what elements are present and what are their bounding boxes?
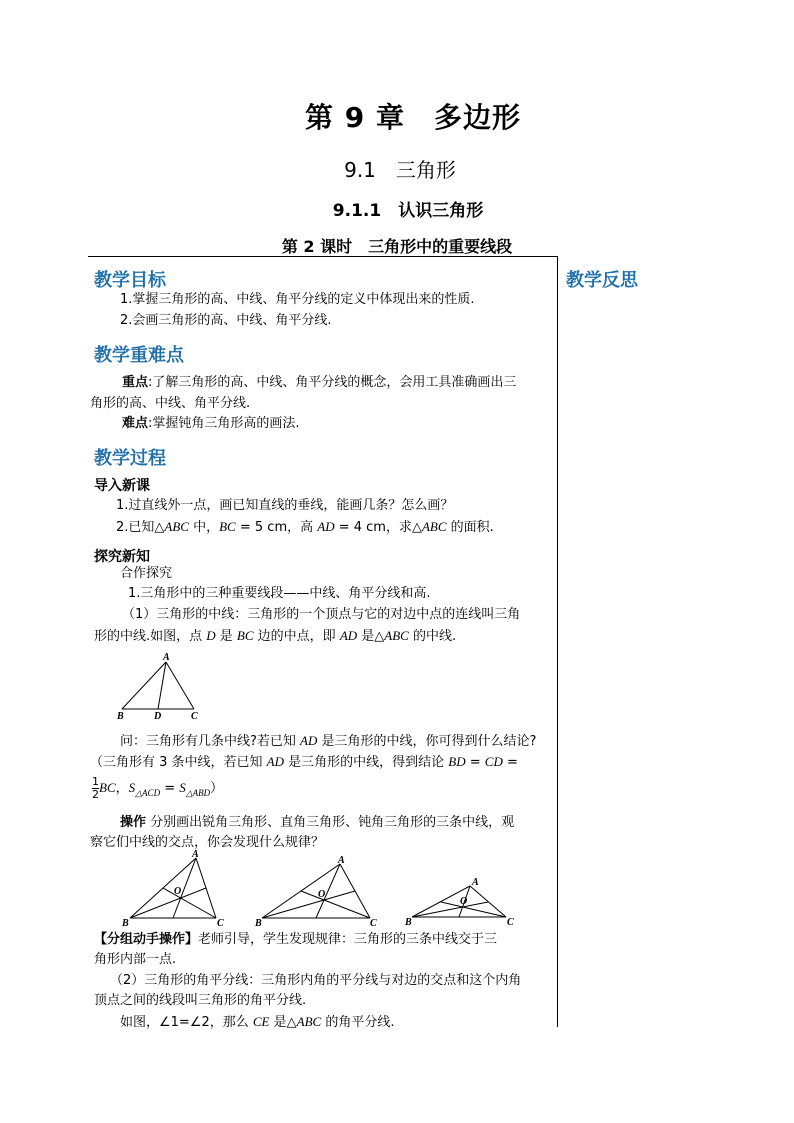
median-line [262,891,355,918]
key-point-text [90,373,550,393]
subsection-title: 9.1.1 认识三角形 [332,201,484,221]
point-1: 1.三角形中的三种重要线段——中线、角平分线和高. [128,586,431,601]
math-var: ABC [384,628,409,643]
vertex-label: A [472,877,479,888]
text-run: 边的中点，即 [253,629,340,644]
vertex-label: C [370,918,377,929]
median-answer-formula [92,776,223,804]
math-var: CE [252,1014,270,1029]
difficult-text: :掌握钝角三角形高的画法. [148,416,300,431]
triangle-side-ac [166,662,194,709]
centroid-label: O [460,896,468,907]
text-run: ） [210,781,224,796]
reflection-heading: 教学反思 [566,270,638,291]
math-var: AD [317,519,335,534]
math-var: BD [448,754,466,769]
median-line [301,891,370,918]
intro-question-2 [116,517,494,538]
table-top-border [88,256,557,257]
math-var: D [206,628,216,643]
text-run: （三角形有 3 条中线，若已知 [90,755,267,770]
text-run: 分别画出锐角三角形、直角三角形、钝角三角形的三条中线，观 [146,815,515,830]
key-points-heading: 教学重难点 [94,345,184,366]
acute-triangle-figure [118,848,238,930]
text-run: 问：三角形有几条中线?若已知 [120,734,301,749]
fraction-numerator: 1 [92,775,99,788]
text-run: 的中线. [408,629,457,644]
bisector-example [120,1012,394,1033]
median-line [163,888,216,918]
median-answer [90,752,556,773]
math-var: S [179,780,186,795]
math-var: S [128,780,136,795]
text-run: 的角平分线. [321,1015,395,1030]
chapter-title: 第 9 章 多边形 [305,101,521,134]
operation-line-2: 察它们中线的交点，你会发现什么规律？ [90,835,325,850]
vertex-label: B [255,918,262,929]
objective-item: 1.掌握三角形的高、中线、角平分线的定义中体现出来的性质. [120,292,475,307]
vertex-label: B [405,917,412,928]
text-run: 是 [215,629,237,644]
vertex-label: D [154,711,162,722]
process-heading: 教学过程 [94,448,166,469]
objectives-heading: 教学目标 [94,270,166,291]
section-title: 9.1 三角形 [344,158,456,182]
text-run: 是三角形的中线，你可得到什么结论? [317,734,537,749]
math-var: AD [300,733,318,748]
vertex-label: C [191,711,198,722]
group-label: 【分组动手操作】 [94,932,199,947]
cooperative-label: 合作探究 [120,566,173,581]
obtuse-triangle-figure [402,872,522,930]
lesson-title: 第 2 课时 三角形中的重要线段 [281,237,513,256]
vertex-label: A [338,855,345,866]
text-run: 2.已知△ [116,520,165,535]
subscript: △ABD [185,787,211,798]
difficult-label: 难点 [122,416,149,431]
math-var: BC [219,519,236,534]
centroid-label: O [318,889,326,900]
text-run: 是三角形的中线，得到结论 [284,755,449,770]
math-var: BC [236,628,254,643]
text-run: = 4 cm，求△ [334,520,422,535]
subscript: △ACD [135,787,161,798]
median-triangle-figure [112,652,212,722]
median-line [130,888,206,918]
math-var: AD [339,628,358,643]
group-operation-line-1 [94,930,556,950]
fraction-denominator: 2 [92,788,99,801]
difficult-point-text [90,414,550,434]
math-var: CD [484,754,503,769]
intro-question-1: 1.过直线外一点，画已知直线的垂线，能画几条？怎么画？ [116,498,454,513]
text-run: = [465,755,485,770]
operation-line-1 [90,813,550,833]
median-definition-line-1: （1）三角形的中线：三角形的一个顶点与它的对边中点的连线叫三角 [122,607,521,622]
text-run: 形的中线.如图，点 [94,629,207,644]
group-operation-line-2: 角形内部一点. [94,952,177,967]
math-var: ABC [164,519,189,534]
vertex-label: C [507,917,514,928]
text-run: 如图，∠1=∠2，那么 [120,1015,253,1030]
vertex-label: B [117,711,124,722]
text-run: 是△ [357,629,385,644]
text-run: ， [115,781,129,796]
centroid-label: O [174,886,182,897]
math-var: AD [266,754,285,769]
operation-label: 操作 [120,815,147,830]
text-run: 中， [188,520,220,535]
text-run: 老师引导，学生发现规律：三角形的三条中线交于三 [198,932,498,947]
key-label: 重点 [122,375,149,390]
median-question [120,731,536,752]
key-line-1: :了解三角形的高、中线、角平分线的概念，会用工具准确画出三 [148,375,517,390]
text-run: 的面积. [446,520,494,535]
vertex-label: A [163,652,170,663]
vertex-label: B [122,918,129,929]
intro-heading: 导入新课 [94,478,150,494]
explore-heading: 探究新知 [94,549,150,565]
text-run: = [160,781,180,796]
text-run: = 5 cm，高 [235,520,318,535]
vertex-label: C [217,918,224,929]
text-run: 是△ [269,1015,297,1030]
bisector-definition-line-1: （2）三角形的角平分线：三角形内角的平分线与对边的交点和这个内角 [110,973,522,988]
bisector-definition-line-2: 顶点之间的线段叫三角形的角平分线. [94,993,307,1008]
math-var: ABC [296,1014,322,1029]
objective-item: 2.会画三角形的高、中线、角平分线. [120,313,332,328]
fraction [92,776,99,801]
math-var: BC [99,780,116,795]
right-triangle-figure [252,854,392,930]
math-var: ABC [421,519,447,534]
key-line-2: 角形的高、中线、角平分线. [90,396,251,411]
column-divider [557,256,558,1027]
text-run: = [502,755,518,770]
vertex-label: A [192,849,199,860]
median-definition-line-2 [94,626,456,647]
